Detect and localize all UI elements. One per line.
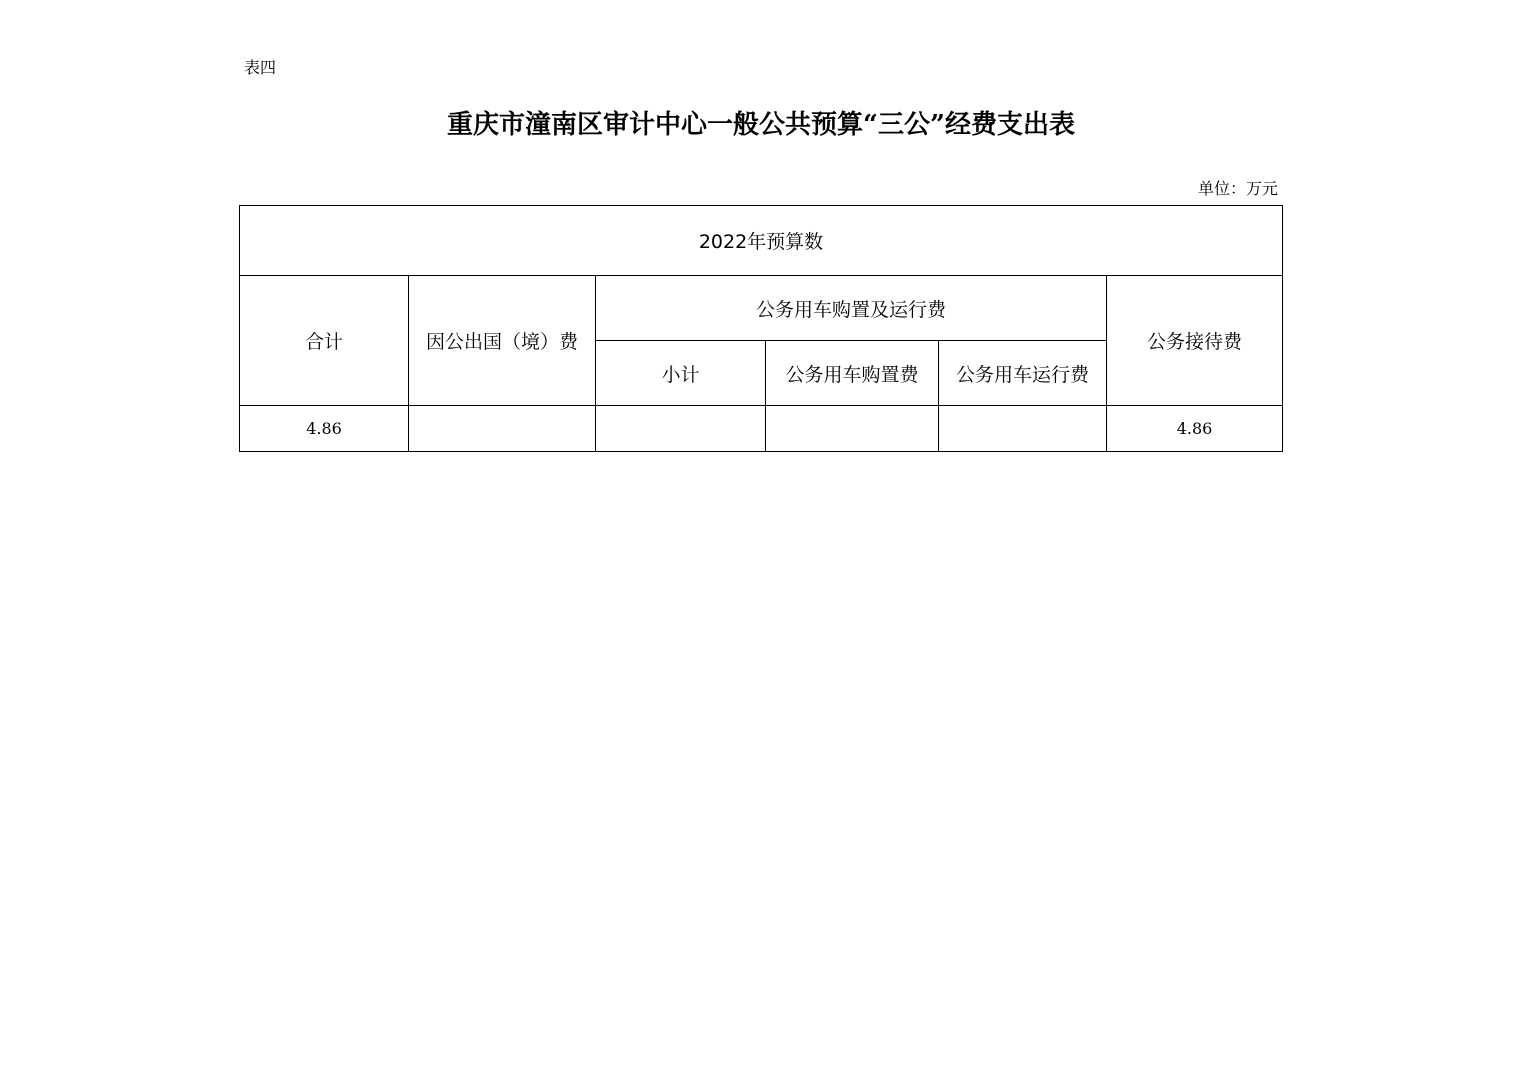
header-overseas: 因公出国（境）费 [409, 276, 596, 406]
cell-reception: 4.86 [1107, 406, 1283, 452]
cell-vehicle-operation [939, 406, 1107, 452]
cell-overseas [409, 406, 596, 452]
header-reception: 公务接待费 [1107, 276, 1283, 406]
header-vehicle-operation: 公务用车运行费 [939, 341, 1107, 406]
three-public-expenses-table [239, 205, 1283, 452]
table-header-row-categories [240, 276, 1283, 341]
table-row [240, 406, 1283, 452]
cell-total: 4.86 [240, 406, 409, 452]
header-year-cell: 2022年预算数 [240, 206, 1283, 276]
header-vehicle-subtotal: 小计 [596, 341, 766, 406]
document-title: 重庆市潼南区审计中心一般公共预算“三公”经费支出表 [447, 110, 1075, 140]
cell-vehicle-purchase [766, 406, 939, 452]
header-vehicle-group: 公务用车购置及运行费 [596, 276, 1107, 341]
header-vehicle-purchase: 公务用车购置费 [766, 341, 939, 406]
unit-label: 单位：万元 [1197, 179, 1278, 198]
header-total: 合计 [240, 276, 409, 406]
cell-vehicle-subtotal [596, 406, 766, 452]
table-header-row-year [240, 206, 1283, 276]
table-number-label: 表四 [244, 58, 277, 77]
